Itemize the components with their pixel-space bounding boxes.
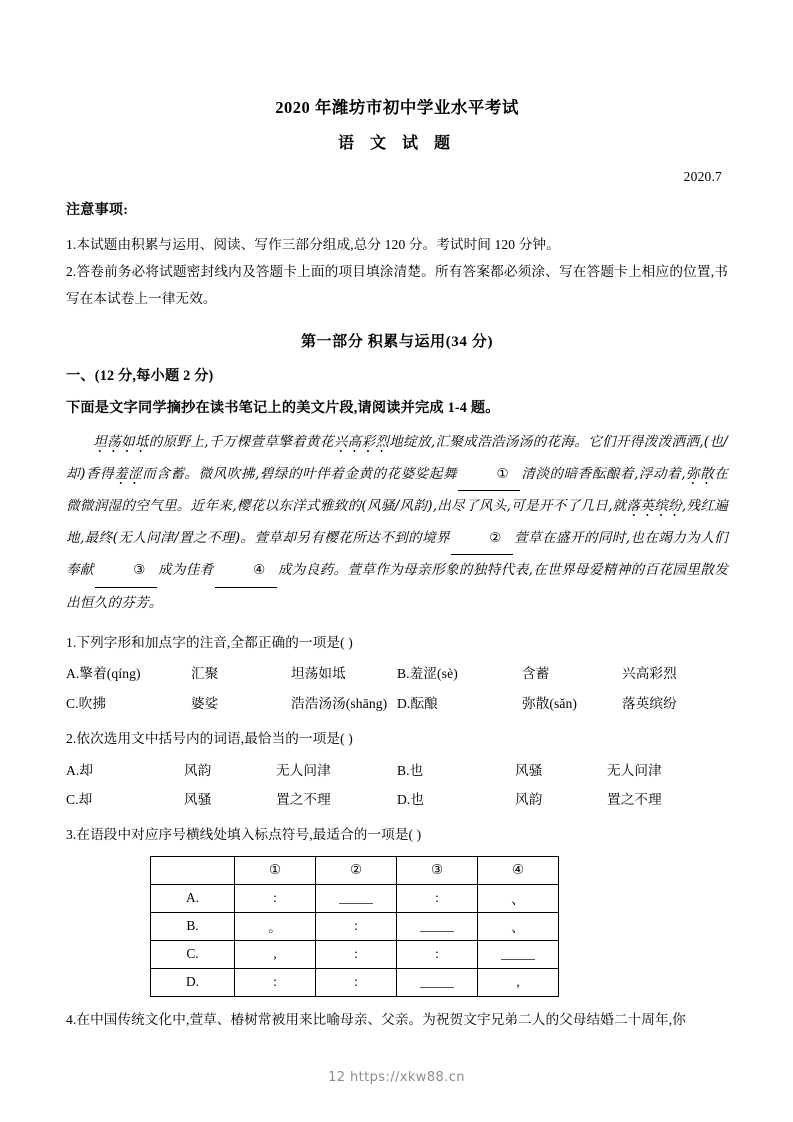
option-d-word-2: 弥散(sǎn) bbox=[522, 695, 578, 711]
option-c-word-3: 浩浩汤汤(shāng) bbox=[291, 695, 388, 711]
row-c-cell-1: , bbox=[235, 940, 316, 968]
notice-item-1: 1.本试题由积累与运用、阅读、写作三部分组成,总分 120 分。考试时间 120 分钟。 bbox=[66, 236, 560, 252]
dash-icon bbox=[420, 922, 454, 932]
passage-blank-1[interactable]: ① bbox=[458, 459, 520, 492]
option-d-word-2: 风韵 bbox=[515, 791, 543, 807]
question-1 bbox=[66, 630, 728, 718]
question-1-option-d[interactable] bbox=[397, 689, 728, 718]
question-2-options-row-2 bbox=[66, 785, 728, 814]
option-d-label: D.酝酿 bbox=[397, 695, 438, 711]
passage-blank-4[interactable]: ④ bbox=[215, 555, 277, 588]
row-b-cell-4: 、 bbox=[478, 912, 559, 940]
option-b-word-2: 风骚 bbox=[515, 762, 543, 778]
group-one-title: 一、(12 分,每小题 2 分) bbox=[66, 368, 214, 385]
row-d-cell-4: , bbox=[478, 968, 559, 996]
option-a-label: A.擎着(qíng) bbox=[66, 666, 141, 682]
passage-lead-in: 下面是文字同学摘抄在读书笔记上的美文片段,请阅读并完成 1-4 题。 bbox=[66, 400, 500, 417]
row-c-cell-2: : bbox=[316, 940, 397, 968]
table-row[interactable] bbox=[151, 884, 559, 912]
dash-icon bbox=[501, 950, 535, 960]
passage-text-3: 而含蓄。微风吹拂,碧绿的叶伴着金黄的花婆娑起舞 bbox=[142, 465, 458, 482]
passage-emphasis-5: 落英缤纷 bbox=[627, 498, 682, 517]
part-one-title: 第一部分 积累与运用(34 分) bbox=[300, 334, 494, 351]
question-3 bbox=[66, 822, 728, 848]
option-b-word-3: 无人问津 bbox=[607, 762, 662, 778]
question-2-option-c[interactable] bbox=[66, 785, 397, 814]
table-header-blank-1: ① bbox=[235, 856, 316, 884]
row-c-cell-3: : bbox=[397, 940, 478, 968]
table-header-row bbox=[151, 856, 559, 884]
row-b-cell-1: 。 bbox=[235, 912, 316, 940]
option-a-word-2: 风韵 bbox=[184, 762, 212, 778]
page-content bbox=[66, 96, 728, 1041]
option-c-word-2: 婆娑 bbox=[191, 695, 219, 711]
question-1-options-row-2 bbox=[66, 689, 728, 718]
row-c-label: C. bbox=[151, 940, 235, 968]
table-row[interactable] bbox=[151, 912, 559, 940]
page-footer-watermark: 12 https://xkw88.cn bbox=[328, 1070, 465, 1085]
row-a-cell-4: 、 bbox=[478, 884, 559, 912]
option-b-label: B.也 bbox=[397, 762, 424, 778]
table-corner-cell bbox=[151, 856, 235, 884]
question-4-stem: 4.在中国传统文化中,萱草、椿树常被用来比喻母亲、父亲。为祝贺文宇兄弟二人的父母结婚二十周年,你 bbox=[66, 1011, 686, 1027]
passage-emphasis-2: 兴高彩烈 bbox=[334, 434, 390, 453]
punctuation-table bbox=[150, 856, 559, 997]
option-d-label: D.也 bbox=[397, 791, 425, 807]
option-d-word-3: 落英缤纷 bbox=[622, 695, 677, 711]
row-d-cell-1: : bbox=[235, 968, 316, 996]
table-header-blank-4: ④ bbox=[478, 856, 559, 884]
question-2-option-b[interactable] bbox=[397, 756, 728, 785]
row-a-cell-1: : bbox=[235, 884, 316, 912]
question-2 bbox=[66, 726, 728, 814]
option-a-word-2: 汇聚 bbox=[191, 666, 219, 682]
passage-blank-2[interactable]: ② bbox=[451, 523, 513, 556]
option-d-word-3: 置之不理 bbox=[607, 791, 662, 807]
option-c-label: C.却 bbox=[66, 791, 93, 807]
table-header-blank-2: ② bbox=[316, 856, 397, 884]
question-1-option-c[interactable] bbox=[66, 689, 397, 718]
row-c-cell-4 bbox=[478, 940, 559, 968]
reading-passage bbox=[66, 427, 728, 619]
question-1-options-row-1 bbox=[66, 659, 728, 688]
question-1-stem: 1.下列字形和加点字的注音,全都正确的一项是( ) bbox=[66, 634, 353, 650]
row-b-label: B. bbox=[151, 912, 235, 940]
table-header-blank-3: ③ bbox=[397, 856, 478, 884]
question-2-option-a[interactable] bbox=[66, 756, 397, 785]
option-b-label: B.羞涩(sè) bbox=[397, 666, 458, 682]
page-subtitle: 语 文 试 题 bbox=[337, 134, 456, 152]
option-c-word-3: 置之不理 bbox=[276, 791, 331, 807]
question-2-option-d[interactable] bbox=[397, 785, 728, 814]
passage-text-1: 的原野上,千万棵萱草擎着黄花 bbox=[148, 434, 334, 451]
page-title: 2020 年潍坊市初中学业水平考试 bbox=[275, 98, 519, 117]
table-row[interactable] bbox=[151, 940, 559, 968]
question-2-options-row-1 bbox=[66, 756, 728, 785]
option-b-word-2: 含蓄 bbox=[522, 666, 550, 682]
row-a-cell-3: : bbox=[397, 884, 478, 912]
passage-emphasis-4: 弥散 bbox=[686, 466, 714, 485]
passage-emphasis-1: 坦荡如坻 bbox=[93, 434, 149, 453]
row-d-cell-2: : bbox=[316, 968, 397, 996]
row-d-cell-3 bbox=[397, 968, 478, 996]
row-b-cell-2: : bbox=[316, 912, 397, 940]
notice-heading: 注意事项: bbox=[66, 202, 129, 218]
exam-date: 2020.7 bbox=[683, 168, 722, 184]
row-b-cell-3 bbox=[397, 912, 478, 940]
passage-text-2: 地绽放,汇聚成浩浩汤汤的花海。它们开得泼泼洒洒,(也/却)香得 bbox=[66, 434, 728, 482]
question-1-option-a[interactable] bbox=[66, 659, 397, 688]
question-2-stem: 2.依次选用文中括号内的词语,最恰当的一项是( ) bbox=[66, 730, 353, 746]
question-1-option-b[interactable] bbox=[397, 659, 728, 688]
passage-text-8: 成为佳肴 bbox=[157, 562, 214, 579]
passage-text-5: 在微微润湿的空气里。近年来,樱花以东洋式雅致的(风骚/风韵),出尽了风头,可是开不了几日,就 bbox=[66, 465, 728, 515]
passage-text-4: 清淡的暗香酝酿着,浮动着, bbox=[521, 465, 686, 482]
option-a-label: A.却 bbox=[66, 762, 94, 778]
row-a-label: A. bbox=[151, 884, 235, 912]
option-c-word-2: 风骚 bbox=[184, 791, 212, 807]
passage-text-9: 成为良药。萱草作为母亲形象的独特代表,在世界母爱精神的百花园里散发出恒久的芬芳。 bbox=[66, 562, 728, 611]
table-row[interactable] bbox=[151, 968, 559, 996]
dash-icon bbox=[420, 978, 454, 988]
question-4 bbox=[66, 1007, 728, 1033]
passage-emphasis-3: 羞涩 bbox=[114, 466, 142, 485]
question-3-stem: 3.在语段中对应序号横线处填入标点符号,最适合的一项是( ) bbox=[66, 827, 422, 843]
option-a-word-3: 无人问津 bbox=[276, 762, 331, 778]
row-d-label: D. bbox=[151, 968, 235, 996]
passage-text-6: ,残红遍地,最终(无人问津/置之不理)。萱草却另有樱花所达不到的境界 bbox=[66, 498, 728, 546]
option-c-label: C.吹拂 bbox=[66, 695, 107, 711]
notice-item-2: 2.答卷前务必将试题密封线内及答题卡上面的项目填涂清楚。所有答案都必须涂、写在答题卡上相应的位置,书写在本试卷上一律无效。 bbox=[66, 263, 728, 307]
passage-text-7: 萱草在盛开的同时,也在竭力为人们奉献 bbox=[66, 529, 728, 579]
option-b-word-3: 兴高彩烈 bbox=[622, 666, 677, 682]
passage-blank-3[interactable]: ③ bbox=[95, 555, 157, 588]
dash-icon bbox=[339, 894, 373, 904]
row-a-cell-2 bbox=[316, 884, 397, 912]
option-a-word-3: 坦荡如坻 bbox=[291, 666, 346, 682]
